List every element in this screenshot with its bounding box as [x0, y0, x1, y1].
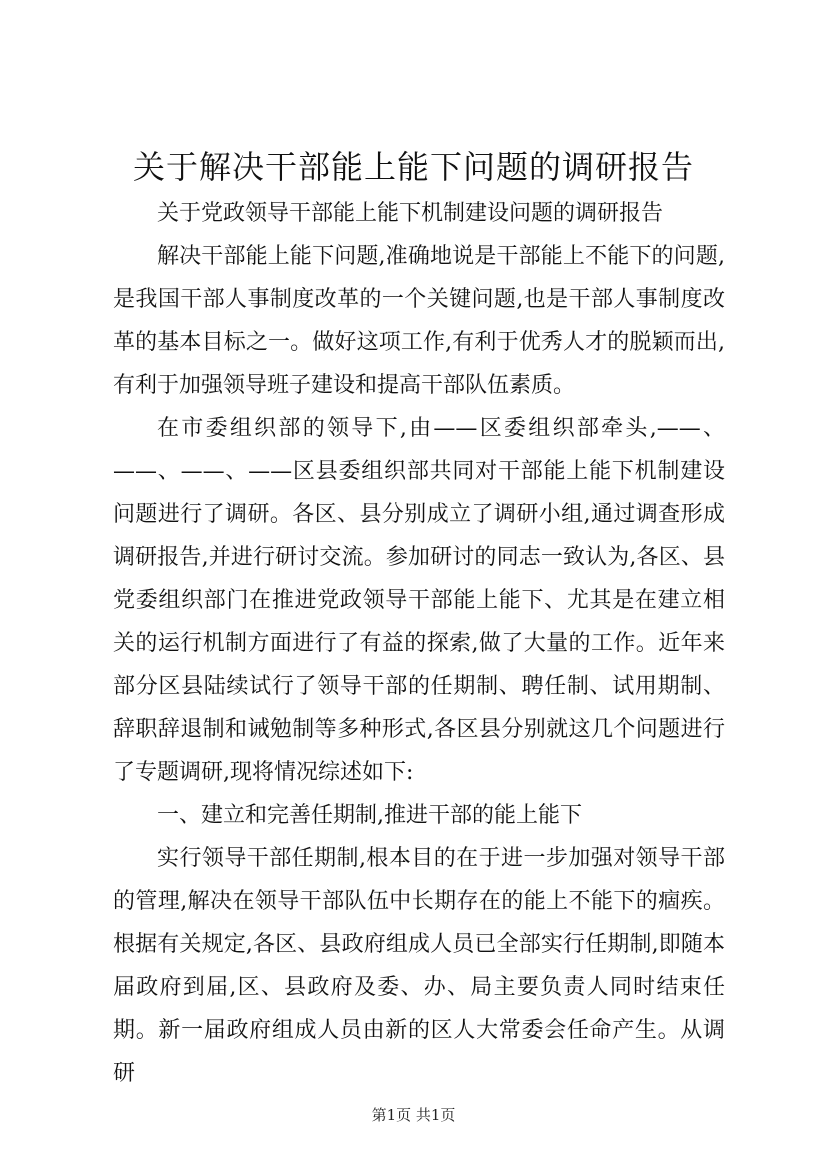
- background-paragraph: 在市委组织部的领导下,由——区委组织部牵头,——、——、——、——区县委组织部共同对干部能上能下机制建设问题进行了调研。各区、县分别成立了调研小组,通过调查形成调研报告,并进行研讨交流。参加研讨的同志一致认为,各区、县党委组织部门在推进党政领导干部能上能下、尤其是在建立相关的运行机制方面进行了有益的探索,做了大量的工作。近年来部分区县陆续试行了领导干部的任期制、聘任制、试用期制、辞职辞退制和诫勉制等多种形式,各区县分别就这几个问题进行了专题调研,现将情况综述如下:: [113, 416, 725, 785]
- page-footer: 第1页 共1页: [371, 1106, 456, 1124]
- section-paragraph: 实行领导干部任期制,根本目的在于进一步加强对领导干部的管理,解决在领导干部队伍中长期存在的能上不能下的痼疾。根据有关规定,各区、县政府组成人员已全部实行任期制,即随本届政府到届,区、县政府及委、办、局主要负责人同时结束任期。新一届政府组成人员由新的区人大常委会任命产生。从调研: [113, 846, 725, 1086]
- document-title: 关于解决干部能上能下问题的调研报告: [132, 148, 694, 186]
- subtitle-paragraph: 关于党政领导干部能上能下机制建设问题的调研报告: [157, 201, 664, 226]
- section-heading: 一、建立和完善任期制,推进干部的能上能下: [157, 803, 582, 828]
- intro-paragraph: 解决干部能上能下问题,准确地说是干部能上不能下的问题,是我国干部人事制度改革的一个关键问题,也是干部人事制度改革的基本目标之一。做好这项工作,有利于优秀人才的脱颖而出,有利于加强领导班子建设和提高干部队伍素质。: [113, 244, 725, 398]
- document-body: [113, 192, 725, 1095]
